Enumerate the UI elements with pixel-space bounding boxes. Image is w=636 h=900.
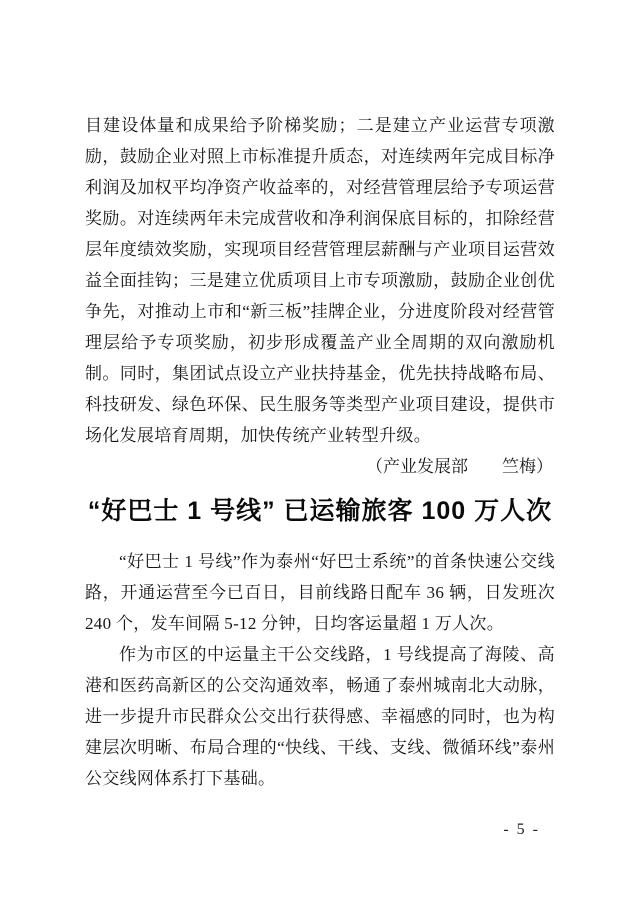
article-title: “好巴士 1 号线” 已运输旅客 100 万人次: [87, 497, 553, 525]
continuation-paragraph: 目建设体量和成果给予阶梯奖励；二是建立产业运营专项激励，鼓励企业对照上市标准提升质态，对连续两年完成目标净利润及加权平均净资产收益率的，对经营管理层给予专项运营奖励。对连续两年未完成营收和净利润保底目标的，扣除经营层年度绩效奖励，实现项目经营管理层薪酬与产业项目运营效益全面挂钩；三是建立优质项目上市专项激励，鼓励企业创优争先，对推动上市和“新三板”挂牌企业，分进度阶段对经营管理层给予专项奖励，初步形成覆盖产业全周期的双向激励机制。同时，集团试点设立产业扶持基金，优先扶持战略布局、科技研发、绿色环保、民生服务等类型产业项目建设，提供市场化发展培育周期，加快传统产业转型升级。: [85, 116, 555, 445]
page-number: - 5 -: [503, 821, 540, 838]
article-paragraph-1: “好巴士 1 号线”作为泰州“好巴士系统”的首条快速公交线路，开通运营至今已百日，目前线路日配车 36 辆，日发班次 240 个，发车间隔 5-12 分钟，日均客运量超 1 万人次。: [85, 552, 555, 633]
page-content: [85, 110, 555, 794]
byline-attribution: （产业发展部 竺梅）: [366, 457, 553, 476]
article-paragraph-2: 作为市区的中运量主干公交线路，1 号线提高了海陵、高港和医药高新区的公交沟通效率，畅通了泰州城南北大动脉，进一步提升市民群众公交出行获得感、幸福感的同时，也为构建层次明晰、布局合理的“快线、干线、支线、微循环线”泰州公交线网体系打下基础。: [85, 645, 555, 788]
